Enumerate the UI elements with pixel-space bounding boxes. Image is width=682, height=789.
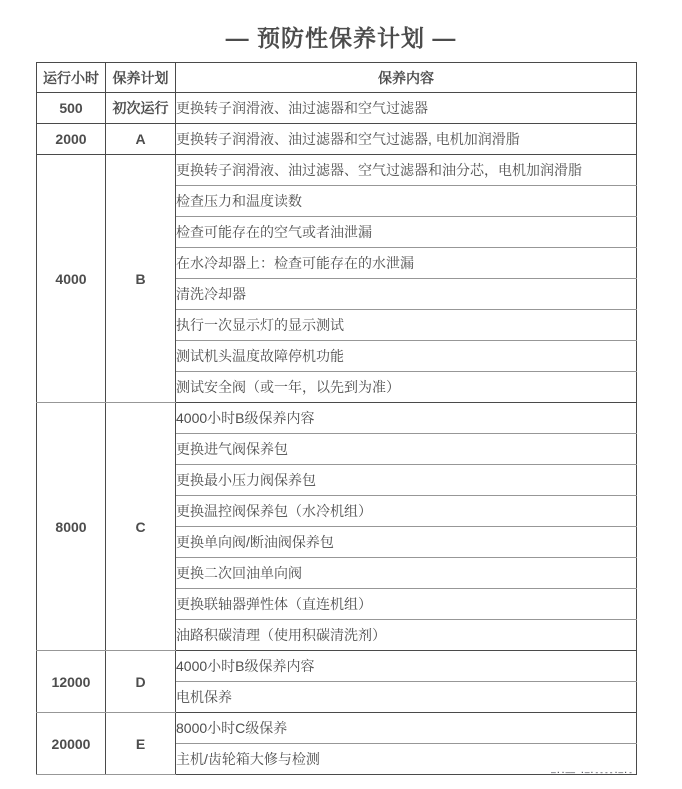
table-row: [37, 93, 637, 124]
operating-hours-cell: 8000: [37, 403, 106, 651]
maintenance-plan-cell: B: [106, 155, 176, 403]
operating-hours-cell: 12000: [37, 651, 106, 713]
maintenance-content-cell: 执行一次显示灯的显示测试: [176, 310, 637, 341]
table-row: [37, 651, 637, 682]
maintenance-plan-cell: E: [106, 713, 176, 775]
header-operating-hours: 运行小时: [37, 63, 106, 93]
maintenance-plan-cell: D: [106, 651, 176, 713]
maintenance-content-cell: 电机保养: [176, 682, 637, 713]
table-body: [37, 93, 637, 775]
maintenance-content-cell: 更换转子润滑液、油过滤器和空气过滤器: [176, 93, 637, 124]
header-maintenance-plan: 保养计划: [106, 63, 176, 93]
maintenance-plan-cell: 初次运行: [106, 93, 176, 124]
maintenance-content-cell: 更换进气阀保养包: [176, 434, 637, 465]
watermark-dashes: —··—— ·—·----·—·-: [551, 768, 633, 777]
table-row: [37, 403, 637, 434]
maintenance-plan-table: [36, 62, 637, 775]
maintenance-content-cell: 检查压力和温度读数: [176, 186, 637, 217]
page-title: — 预防性保养计划 —: [225, 25, 457, 51]
maintenance-content-cell: 在水冷却器上：检查可能存在的水泄漏: [176, 248, 637, 279]
maintenance-plan-cell: C: [106, 403, 176, 651]
maintenance-content-cell: 更换联轴器弹性体（直连机组）: [176, 589, 637, 620]
maintenance-content-cell: 4000小时B级保养内容: [176, 651, 637, 682]
maintenance-content-cell: 4000小时B级保养内容: [176, 403, 637, 434]
table-row: [37, 124, 637, 155]
maintenance-content-cell: 更换二次回油单向阀: [176, 558, 637, 589]
table-row: [37, 713, 637, 744]
maintenance-content-cell: 更换温控阀保养包（水冷机组）: [176, 496, 637, 527]
operating-hours-cell: 20000: [37, 713, 106, 775]
maintenance-content-cell: 测试安全阀（或一年，以先到为准）: [176, 372, 637, 403]
maintenance-content-cell: 清洗冷却器: [176, 279, 637, 310]
maintenance-content-cell: 油路积碳清理（使用积碳清洗剂）: [176, 620, 637, 651]
header-row: [37, 63, 637, 93]
maintenance-content-cell: 更换单向阀/断油阀保养包: [176, 527, 637, 558]
maintenance-content-cell: 更换转子润滑液、油过滤器和空气过滤器, 电机加润滑脂: [176, 124, 637, 155]
operating-hours-cell: 2000: [37, 124, 106, 155]
operating-hours-cell: 500: [37, 93, 106, 124]
header-maintenance-content: 保养内容: [176, 63, 637, 93]
maintenance-plan-cell: A: [106, 124, 176, 155]
maintenance-content-cell: 主机/齿轮箱大修与检测: [176, 744, 637, 775]
maintenance-content-cell: 测试机头温度故障停机功能: [176, 341, 637, 372]
maintenance-content-cell: 更换最小压力阀保养包: [176, 465, 637, 496]
table-row: [37, 155, 637, 186]
maintenance-content-cell: 更换转子润滑液、油过滤器、空气过滤器和油分芯，电机加润滑脂: [176, 155, 637, 186]
operating-hours-cell: 4000: [37, 155, 106, 403]
maintenance-content-cell: 8000小时C级保养: [176, 713, 637, 744]
maintenance-content-cell: 检查可能存在的空气或者油泄漏: [176, 217, 637, 248]
